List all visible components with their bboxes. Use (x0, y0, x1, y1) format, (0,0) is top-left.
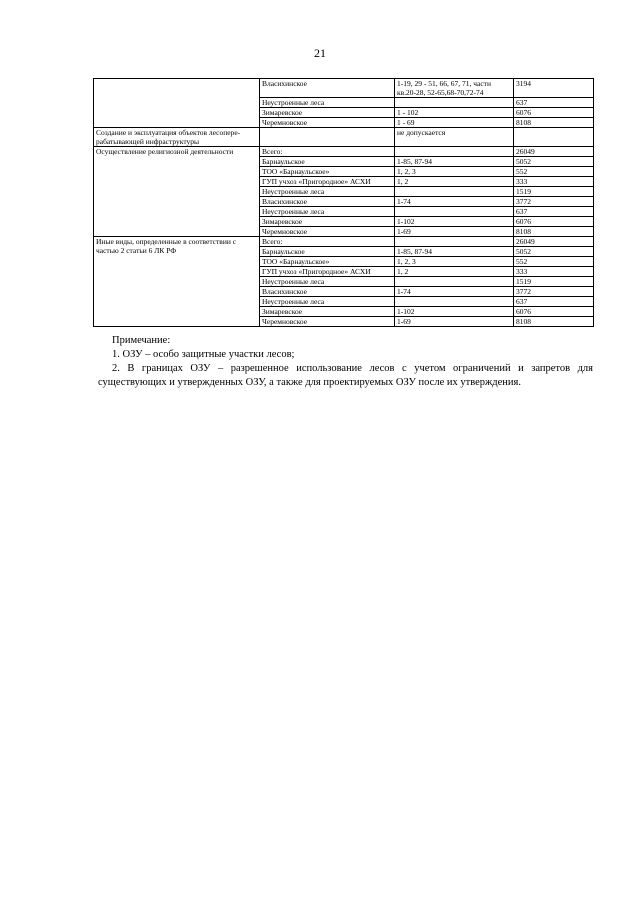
area-cell: 6076 (514, 108, 594, 118)
forestry-cell (260, 128, 395, 147)
forestry-cell: Неустроенные леса (260, 277, 395, 287)
forest-use-table (93, 78, 594, 327)
area-cell: 3194 (514, 79, 594, 98)
quarters-cell: 1, 2, 3 (395, 167, 514, 177)
area-cell: 8108 (514, 118, 594, 128)
area-cell: 3772 (514, 287, 594, 297)
quarters-cell: 1-69 (395, 317, 514, 327)
quarters-cell: 1-102 (395, 217, 514, 227)
area-cell: 637 (514, 98, 594, 108)
quarters-cell: 1, 2 (395, 267, 514, 277)
use-type-cell (94, 79, 260, 128)
area-cell: 26049 (514, 237, 594, 247)
quarters-cell: 1-74 (395, 197, 514, 207)
forestry-cell: ГУП учхоз «Пригородное» АСХИ (260, 267, 395, 277)
quarters-cell: не допускается (395, 128, 514, 147)
quarters-cell: 1-74 (395, 287, 514, 297)
forestry-cell: Власихинское (260, 197, 395, 207)
quarters-cell: 1-19, 29 - 51, 66, 67, 71, части кв.20-28, 52-65,68-70,72-74 (395, 79, 514, 98)
quarters-cell: 1-85, 87-94 (395, 247, 514, 257)
area-cell: 552 (514, 257, 594, 267)
use-type-cell: Иные виды, определенные в соответствии с частью 2 статьи 6 ЛК РФ (94, 237, 260, 327)
area-cell: 8108 (514, 317, 594, 327)
area-cell: 333 (514, 177, 594, 187)
forestry-cell: Зимаревское (260, 307, 395, 317)
area-cell: 637 (514, 207, 594, 217)
area-cell: 6076 (514, 307, 594, 317)
quarters-cell: 1, 2, 3 (395, 257, 514, 267)
area-cell: 5052 (514, 157, 594, 167)
quarters-cell: 1 - 69 (395, 118, 514, 128)
quarters-cell (395, 98, 514, 108)
quarters-cell: 1-69 (395, 227, 514, 237)
area-cell (514, 128, 594, 147)
table-row (94, 128, 594, 147)
use-type-cell: Создание и эксплуатация объектов лесопере-рабатывающей инфраструктуры (94, 128, 260, 147)
notes-heading: Примечание: (112, 335, 171, 346)
table-row (94, 237, 594, 247)
area-cell: 1519 (514, 277, 594, 287)
area-cell: 1519 (514, 187, 594, 197)
quarters-cell (395, 237, 514, 247)
note-item: 2. В границах ОЗУ – разрешенное использование лесов с учетом ограничений и запретов для существующих и утвержденных ОЗУ, а также для проектируемых ОЗУ после их утверждения. (98, 363, 593, 388)
area-cell: 5052 (514, 247, 594, 257)
forestry-cell: ТОО «Барнаульское» (260, 257, 395, 267)
forestry-cell: Черемновское (260, 317, 395, 327)
quarters-cell (395, 207, 514, 217)
note-item: 1. ОЗУ – особо защитные участки лесов; (112, 349, 295, 360)
forestry-cell: Зимаревское (260, 217, 395, 227)
quarters-cell: 1-102 (395, 307, 514, 317)
quarters-cell: 1-85, 87-94 (395, 157, 514, 167)
page-number: 21 (314, 46, 326, 60)
forestry-cell: Всего: (260, 237, 395, 247)
forestry-cell: Черемновское (260, 118, 395, 128)
quarters-cell (395, 147, 514, 157)
forestry-cell: Черемновское (260, 227, 395, 237)
forestry-cell: Барнаульское (260, 247, 395, 257)
area-cell: 333 (514, 267, 594, 277)
quarters-cell (395, 187, 514, 197)
forestry-cell: ТОО «Барнаульское» (260, 167, 395, 177)
forestry-cell: Барнаульское (260, 157, 395, 167)
area-cell: 552 (514, 167, 594, 177)
quarters-cell: 1 - 102 (395, 108, 514, 118)
table-row (94, 79, 594, 98)
forestry-cell: Неустроенные леса (260, 187, 395, 197)
forestry-cell: Неустроенные леса (260, 297, 395, 307)
forestry-cell: Неустроенные леса (260, 207, 395, 217)
quarters-cell: 1, 2 (395, 177, 514, 187)
use-type-cell: Осуществление религиозной деятельности (94, 147, 260, 237)
quarters-cell (395, 277, 514, 287)
forestry-cell: Власихинское (260, 287, 395, 297)
area-cell: 8108 (514, 227, 594, 237)
forestry-cell: ГУП учхоз «Пригородное» АСХИ (260, 177, 395, 187)
forestry-cell: Власихинское (260, 79, 395, 98)
quarters-cell (395, 297, 514, 307)
area-cell: 637 (514, 297, 594, 307)
notes-section (98, 334, 593, 390)
forestry-cell: Всего: (260, 147, 395, 157)
area-cell: 3772 (514, 197, 594, 207)
table-row (94, 147, 594, 157)
forestry-cell: Зимаревское (260, 108, 395, 118)
area-cell: 6076 (514, 217, 594, 227)
area-cell: 26049 (514, 147, 594, 157)
forestry-cell: Неустроенные леса (260, 98, 395, 108)
